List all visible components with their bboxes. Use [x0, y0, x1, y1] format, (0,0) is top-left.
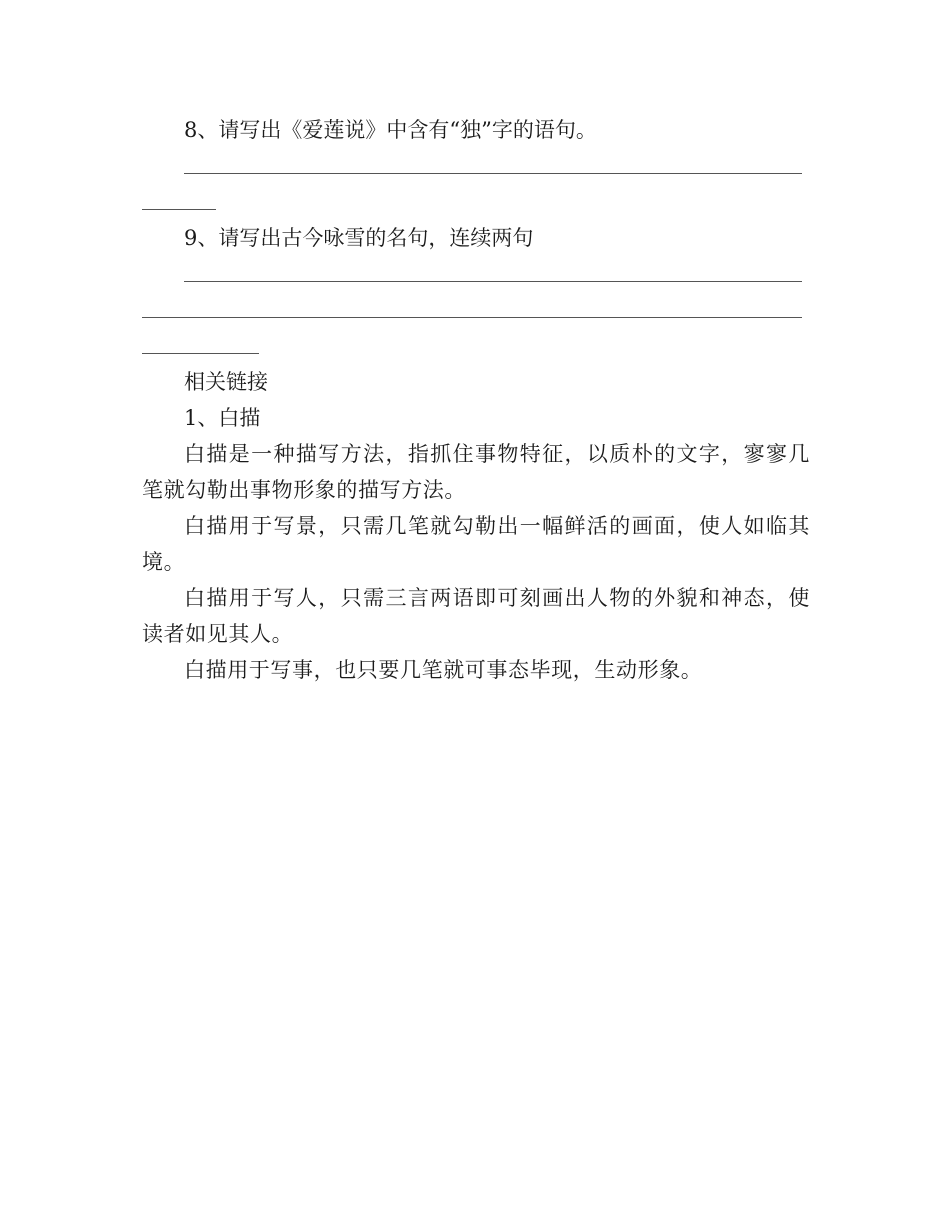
answer-line-8-2[interactable]	[142, 184, 216, 220]
paragraph-events: 白描用于写事，也只要几笔就可事态毕现，生动形象。	[184, 658, 703, 682]
answer-line-8-1[interactable]	[184, 148, 802, 184]
question-9-text: 请写出古今咏雪的名句，连续两句	[218, 226, 534, 250]
question-8	[142, 112, 810, 148]
section-subheading: 1、白描	[184, 406, 261, 430]
question-9	[142, 220, 810, 256]
answer-line-9-3[interactable]	[142, 328, 259, 364]
paragraph-definition: 白描是一种描写方法，指抓住事物特征，以质朴的文字，寥寥几笔就勾勒出事物形象的描写方法。	[142, 442, 810, 502]
paragraph-scenery: 白描用于写景，只需几笔就勾勒出一幅鲜活的画面，使人如临其境。	[142, 514, 810, 574]
document-page	[142, 112, 810, 688]
paragraph-people: 白描用于写人，只需三言两语即可刻画出人物的外貌和神态，使读者如见其人。	[142, 586, 810, 646]
question-8-text: 请写出《爱莲说》中含有“独”字的语句。	[218, 118, 597, 142]
section-title: 相关链接	[184, 370, 268, 394]
answer-line-9-2[interactable]	[142, 292, 802, 328]
answer-line-9-1[interactable]	[184, 256, 802, 292]
question-9-number: 9、	[184, 226, 219, 250]
question-8-number: 8、	[184, 118, 219, 142]
